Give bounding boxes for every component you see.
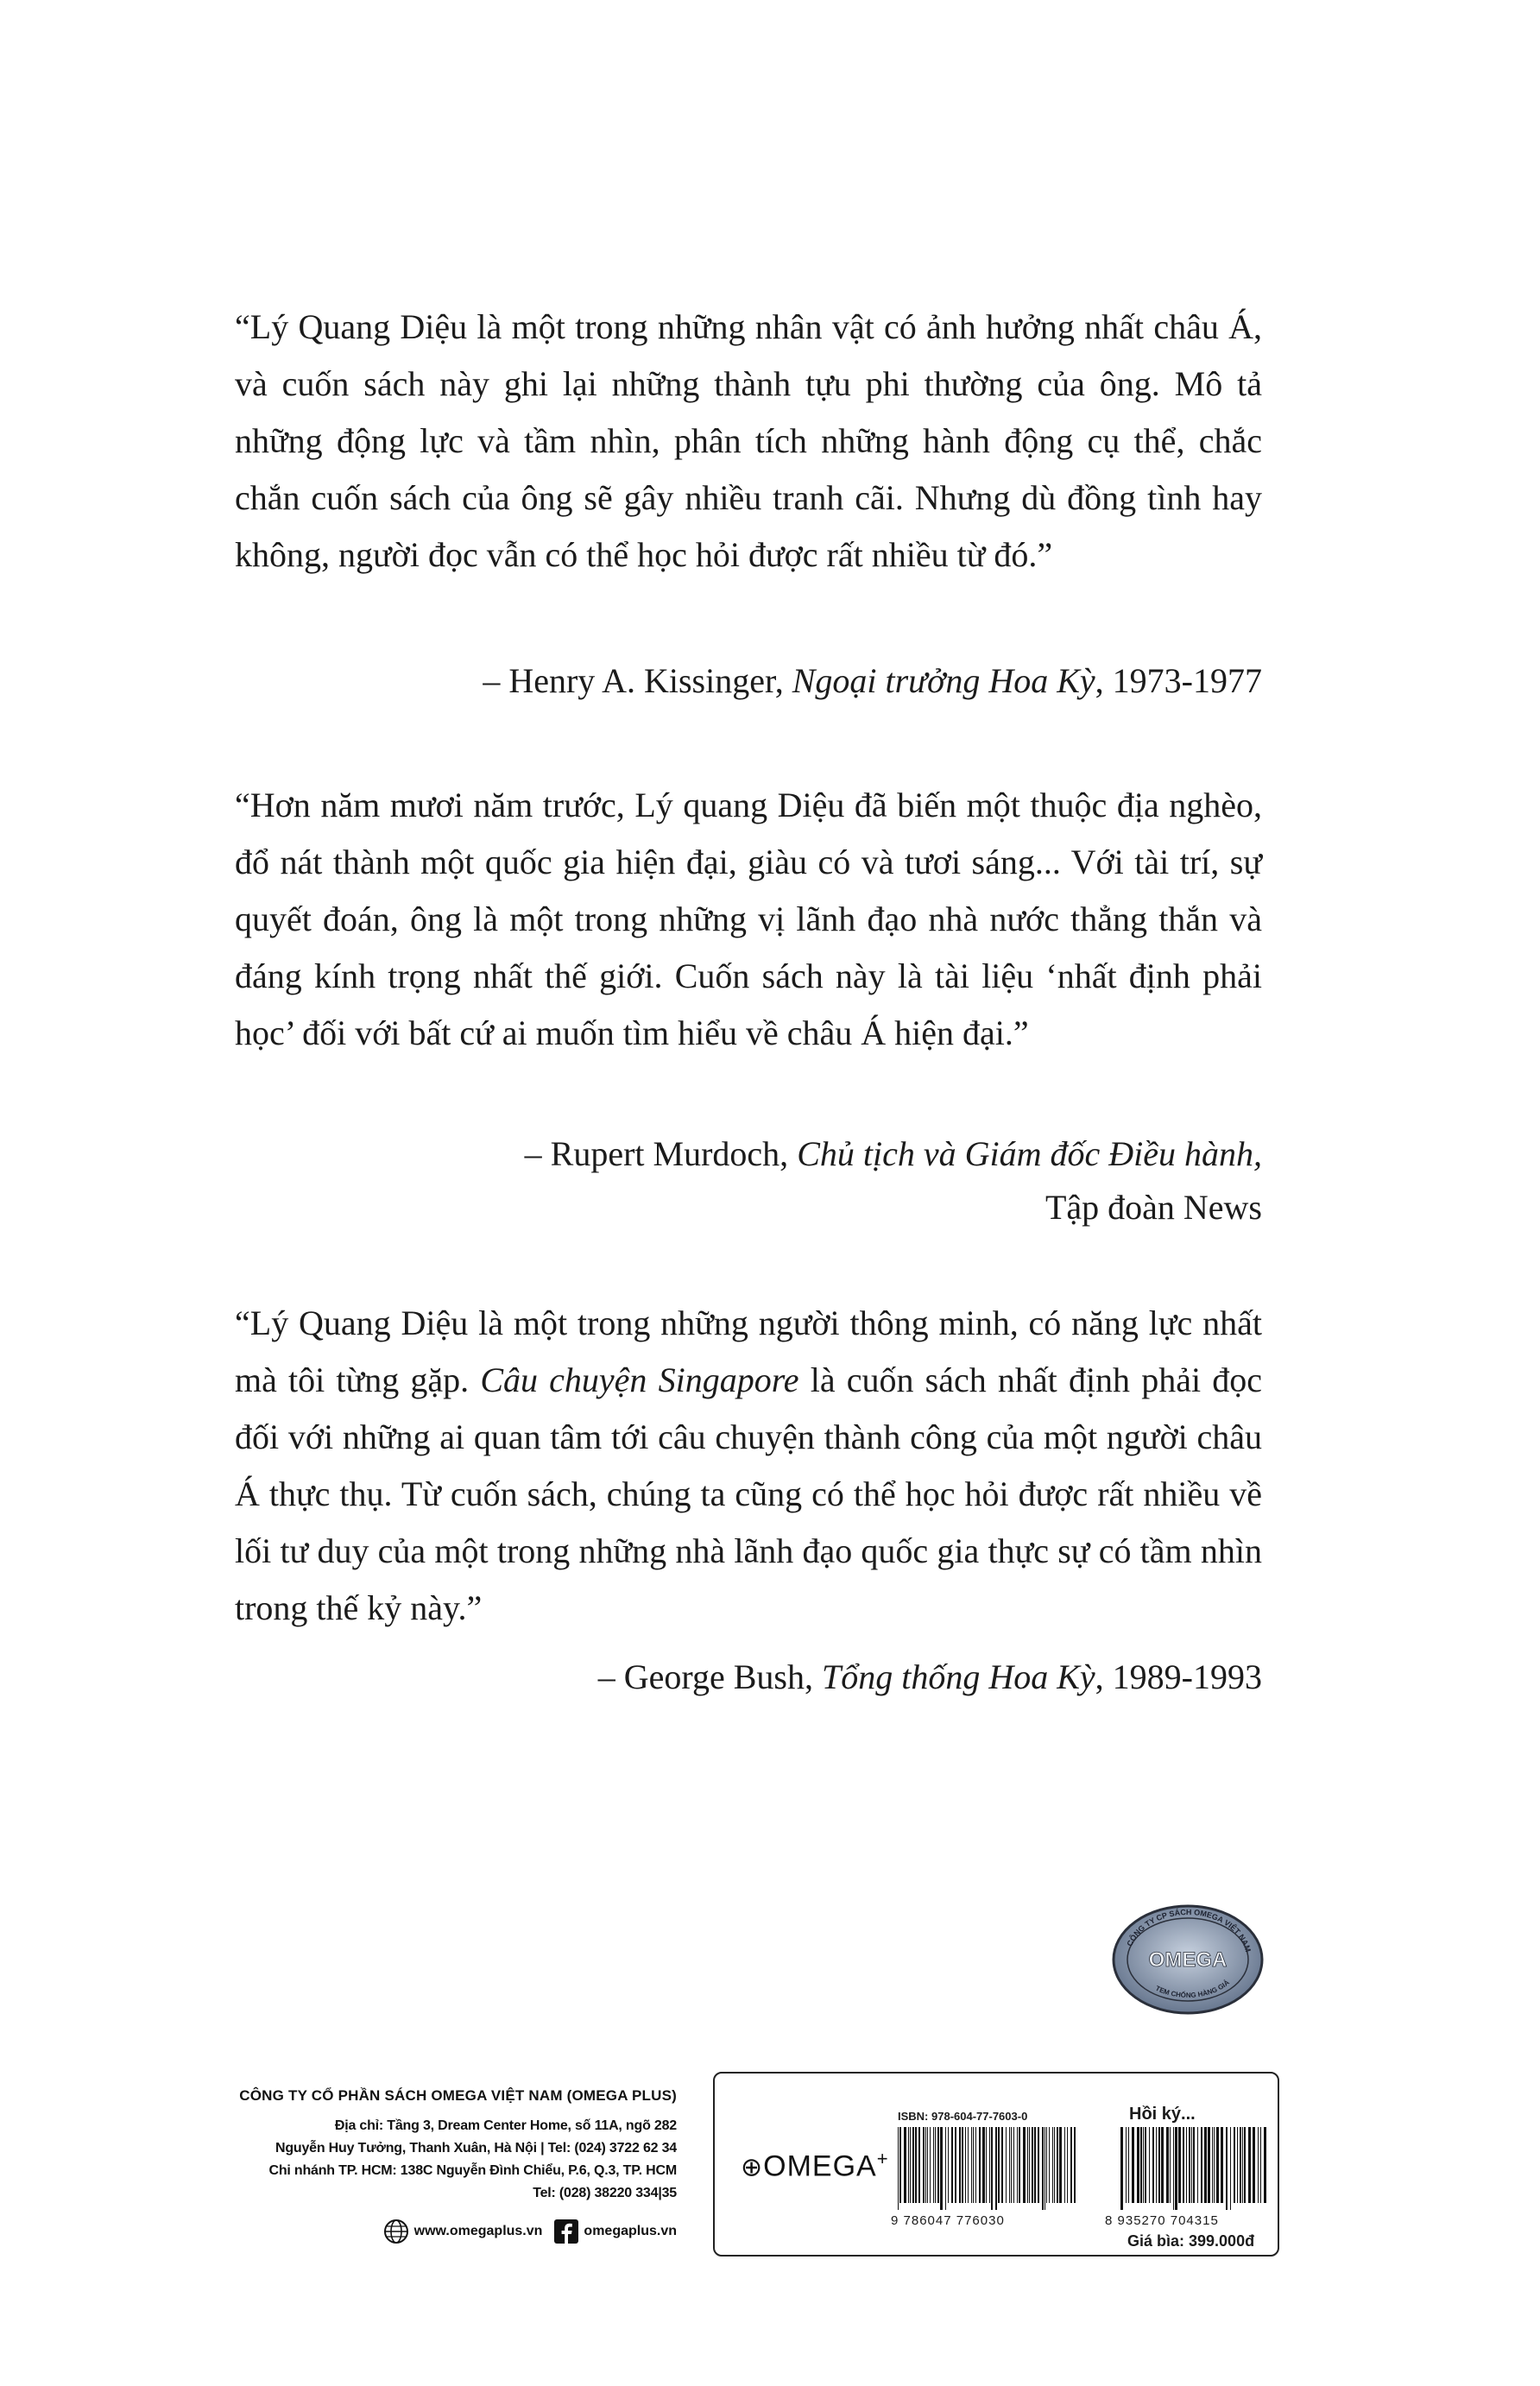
- attribution-author: – Henry A. Kissinger,: [483, 661, 784, 700]
- barcode-bar: [1143, 2127, 1144, 2203]
- barcode-bar: [1212, 2127, 1213, 2203]
- quote-murdoch-text: “Hơn năm mươi năm trước, Lý quang Diệu đã biến một thuộc địa nghèo, đổ nát thành một quốc gia hiện đại, giàu có và tươi sáng... Với tài trí, sự quyết đoán, ông là một trong những vị lãnh đạo nhà nước thẳng thắn và đáng kính trọng nhất thế giới. Cuốn sách này là tài liệu ‘nhất định phải học’ đối với bất cứ ai muốn tìm hiểu về châu Á hiện đại.”: [235, 786, 1262, 1052]
- barcode-bar: [975, 2127, 976, 2203]
- attribution-role: Tổng thống Hoa Kỳ: [821, 1657, 1095, 1696]
- barcode-bar: [1029, 2127, 1030, 2203]
- barcode-bar: [989, 2127, 990, 2203]
- barcode-bar: [1204, 2127, 1207, 2203]
- barcode-bar: [1161, 2127, 1164, 2203]
- barcode-bar: [1023, 2127, 1026, 2203]
- quote-kissinger-attribution: [235, 654, 1262, 708]
- barcode-bar: [1064, 2127, 1065, 2203]
- barcode-bar: [1191, 2127, 1192, 2203]
- barcode-bar: [904, 2127, 906, 2203]
- barcode-bar: [1201, 2127, 1202, 2203]
- barcode-bar: [1032, 2127, 1033, 2203]
- barcode-bar: [1193, 2127, 1195, 2203]
- barcode-bar: [991, 2127, 993, 2210]
- price-barcode-digits: 8 935270 704315: [1105, 2213, 1219, 2228]
- barcode-bar: [1173, 2127, 1174, 2210]
- barcode-bar: [1001, 2127, 1003, 2203]
- barcode-bar: [1189, 2127, 1190, 2203]
- barcode-bar: [1013, 2127, 1014, 2203]
- barcode-bar: [1240, 2127, 1241, 2203]
- barcode-bar: [933, 2127, 934, 2203]
- publisher-address-line: Địa chỉ: Tầng 3, Dream Center Home, số 11A, ngõ 282: [334, 2118, 677, 2133]
- publisher-branch-line: Chi nhánh TP. HCM: 138C Nguyễn Đình Chiểu, P.6, Q.3, TP. HCM: [268, 2163, 677, 2178]
- seal-bottom-text: TEM CHỐNG HÀNG GIẢ: [1154, 1978, 1231, 1999]
- barcode-bar: [982, 2127, 985, 2203]
- barcode-bar: [1175, 2127, 1177, 2210]
- quote-bush-attribution: [235, 1651, 1262, 1704]
- barcode-bar: [1244, 2127, 1246, 2203]
- barcode-bar: [1156, 2127, 1157, 2203]
- website-text: www.omegaplus.vn: [413, 2224, 543, 2238]
- barcode-bar: [986, 2127, 987, 2203]
- omega-plus-logo: [741, 2148, 889, 2183]
- barcode-bar: [1214, 2127, 1215, 2203]
- barcode-bar: [1126, 2127, 1127, 2203]
- logo-plus: +: [876, 2148, 889, 2169]
- barcode-bar: [1128, 2127, 1129, 2203]
- barcode-bar: [918, 2127, 920, 2203]
- barcode-bar: [1009, 2127, 1010, 2203]
- barcode-bar: [979, 2127, 981, 2203]
- facebook-text: omegaplus.vn: [584, 2224, 677, 2238]
- barcode-box: [713, 2072, 1279, 2257]
- barcode-bar: [1253, 2127, 1255, 2203]
- barcode-bar: [1221, 2127, 1223, 2203]
- barcode-bar: [1052, 2127, 1053, 2203]
- barcode-bar: [1145, 2127, 1146, 2203]
- barcode-bar: [1208, 2127, 1210, 2203]
- barcode-bar: [1057, 2127, 1058, 2203]
- barcode-bar: [998, 2127, 1000, 2203]
- barcode-bar: [1034, 2127, 1036, 2203]
- price-barcode: [1120, 2127, 1267, 2210]
- publisher-phone-line: Tel: (028) 38220 334|35: [533, 2186, 677, 2200]
- barcode-bar: [910, 2127, 911, 2203]
- barcode-bar: [1158, 2127, 1160, 2203]
- barcode-bar: [971, 2127, 972, 2203]
- barcode-bar: [1049, 2127, 1050, 2203]
- publisher-info: [185, 2087, 677, 2244]
- barcode-bar: [1197, 2127, 1198, 2203]
- attribution-role: Chủ tịch và Giám đốc Điều hành,: [797, 1134, 1262, 1173]
- barcode-bar: [1042, 2127, 1044, 2210]
- isbn-label: ISBN: 978-604-77-7603-0: [898, 2110, 1028, 2123]
- book-title: Câu chuyện Singapore: [480, 1360, 799, 1399]
- barcode-bar: [1230, 2127, 1231, 2210]
- barcode-bar: [1237, 2127, 1238, 2203]
- barcode-bar: [1178, 2127, 1181, 2203]
- barcode-bar: [1152, 2127, 1154, 2203]
- barcode-bar: [1264, 2127, 1266, 2203]
- barcode-bar: [898, 2127, 899, 2210]
- omega-logo-mark: ⊕: [741, 2153, 764, 2182]
- cover-price: Giá bìa: 399.000đ: [1127, 2232, 1255, 2250]
- book-series-label: Hồi ký...: [1129, 2105, 1196, 2124]
- publisher-address-line: Nguyễn Huy Tưởng, Thanh Xuân, Hà Nội | Tel: (024) 3722 62 34: [275, 2141, 677, 2156]
- facebook-link[interactable]: [554, 2219, 677, 2244]
- barcode-bar: [959, 2127, 961, 2203]
- barcode-bar: [948, 2127, 949, 2203]
- barcode-bar: [1149, 2127, 1150, 2203]
- barcode-bar: [1260, 2127, 1261, 2203]
- barcode-bar: [951, 2127, 953, 2203]
- barcode-bar: [940, 2127, 943, 2210]
- barcode-bar: [955, 2127, 956, 2203]
- globe-icon: [383, 2219, 409, 2244]
- barcode-bar: [1074, 2127, 1076, 2203]
- barcode-bar: [1186, 2127, 1187, 2203]
- quote-text-part: “Lý Quang Diệu là một trong những người thông minh, có năng lực nhất mà tôi từng gặp.: [235, 1303, 1262, 1399]
- website-link[interactable]: [383, 2219, 543, 2244]
- barcode-bar: [1242, 2127, 1243, 2203]
- barcode-bar: [1027, 2127, 1028, 2203]
- attribution-years: , 1989-1993: [1095, 1657, 1262, 1696]
- barcode-bar: [912, 2127, 914, 2203]
- barcode-bar: [1137, 2127, 1139, 2203]
- quote-murdoch-attribution: [235, 1127, 1262, 1234]
- barcode-bar: [1183, 2127, 1184, 2203]
- barcode-bar: [1248, 2127, 1251, 2203]
- barcode-bar: [945, 2127, 946, 2210]
- attribution-author: – Rupert Murdoch,: [524, 1134, 789, 1173]
- barcode-bar: [1006, 2127, 1007, 2203]
- logo-text: OMEGA: [763, 2149, 877, 2183]
- barcode-bar: [1140, 2127, 1142, 2203]
- barcode-bar: [973, 2127, 974, 2203]
- barcode-bar: [1019, 2127, 1020, 2203]
- barcode-bar: [1226, 2127, 1228, 2210]
- barcode-bar: [1120, 2127, 1123, 2210]
- publisher-links: [185, 2219, 677, 2244]
- barcode-bar: [1046, 2127, 1047, 2203]
- attribution-years: , 1973-1977: [1095, 661, 1262, 700]
- attribution-role: Ngoại trưởng Hoa Kỳ: [792, 661, 1095, 700]
- barcode-bar: [995, 2127, 997, 2210]
- attribution-organization: Tập đoàn News: [1045, 1188, 1262, 1227]
- barcode-bar: [962, 2127, 963, 2203]
- barcode-bar: [1067, 2127, 1068, 2203]
- barcode-bar: [1234, 2127, 1235, 2203]
- barcode-bar: [968, 2127, 969, 2203]
- barcode-bar: [937, 2127, 939, 2203]
- barcode-bar: [1132, 2127, 1134, 2203]
- seal-center-text: OMEGA: [1148, 1948, 1228, 1972]
- quote-bush-text: [235, 1295, 1262, 1637]
- barcode-bar: [1054, 2127, 1055, 2203]
- barcode-bar: [1038, 2127, 1039, 2203]
- barcode-bar: [1017, 2127, 1018, 2203]
- barcode-bar: [923, 2127, 925, 2203]
- barcode-bar: [1170, 2127, 1171, 2203]
- facebook-icon: [554, 2219, 578, 2244]
- barcode-bar: [1258, 2127, 1259, 2203]
- barcode-bar: [908, 2127, 909, 2203]
- quote-text-part: là cuốn sách nhất định phải đọc đối với những ai quan tâm tới câu chuyện thành công của một người châu Á thực thụ. Từ cuốn sách, chúng ta cũng có thể học hỏi được rất nhiều về lối tư duy của một trong những nhà lãnh đạo quốc gia thực sự có tầm nhìn trong thế kỷ này.”: [235, 1360, 1263, 1627]
- barcode-bar: [1059, 2127, 1062, 2203]
- barcode-bar: [965, 2127, 966, 2203]
- barcode-bar: [930, 2127, 931, 2203]
- barcode-bar: [1011, 2127, 1012, 2203]
- barcode-bar: [1070, 2127, 1072, 2203]
- barcode-bar: [927, 2127, 928, 2203]
- anti-counterfeit-seal: [1110, 1903, 1265, 2017]
- isbn-barcode: [898, 2127, 1076, 2210]
- attribution-author: – George Bush,: [597, 1657, 813, 1696]
- barcode-bar: [915, 2127, 917, 2203]
- barcode-bar: [1166, 2127, 1169, 2203]
- barcode-bar: [1216, 2127, 1219, 2203]
- barcode-bar: [899, 2127, 901, 2203]
- barcode-bar: [935, 2127, 936, 2203]
- publisher-name: CÔNG TY CỔ PHẦN SÁCH OMEGA VIỆT NAM (OMEGA PLUS): [239, 2087, 677, 2104]
- isbn-barcode-digits: 9 786047 776030: [891, 2213, 1005, 2228]
- seal-ring-text: CÔNG TY CP SÁCH OMEGA VIỆT NAM: [1125, 1907, 1253, 1954]
- barcode-bar: [925, 2127, 926, 2203]
- quote-kissinger-text: “Lý Quang Diệu là một trong những nhân vật có ảnh hưởng nhất châu Á, và cuốn sách này ghi lại những thành tựu phi thường của ông. Mô tả những động lực và tầm nhìn, phân tích những hành động cụ thể, chắc chắn cuốn sách của ông sẽ gây nhiều tranh cãi. Nhưng dù đồng tình hay không, người đọc vẫn có thể học hỏi được rất nhiều từ đó.”: [235, 307, 1262, 574]
